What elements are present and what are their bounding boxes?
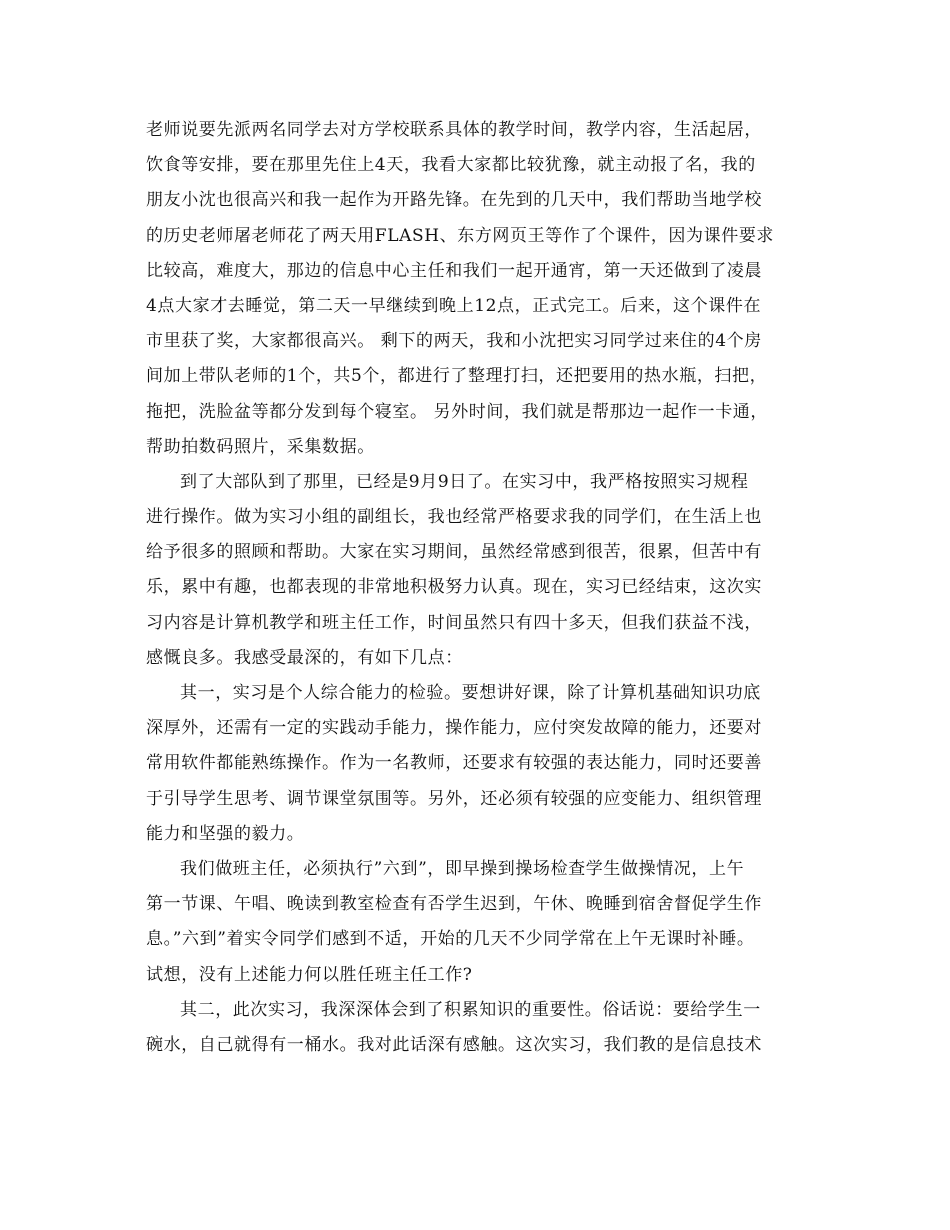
text-line: 试想，没有上述能力何以胜任班主任工作?	[146, 964, 473, 985]
text-line: 深厚外，还需有一定的实践动手能力，操作能力，应付突发故障的能力，还要对	[146, 718, 762, 739]
text-line: 比较高，难度大，那边的信息中心主任和我们一起开通宵，第一天还做到了凌晨	[146, 260, 762, 281]
text-line: 其二，此次实习，我深深体会到了积累知识的重要性。俗话说：要给学生一	[180, 999, 761, 1020]
text-line: 能力和坚强的毅力。	[146, 823, 305, 844]
text-line: 拖把，洗脸盆等都分发到每个寝室。 另外时间，我们就是帮那边一起作一卡通，	[146, 401, 769, 422]
text-line: 市里获了奖，大家都很高兴。 剩下的两天，我和小沈把实习同学过来住的4个房	[146, 331, 762, 352]
document-body	[146, 113, 806, 1063]
text-line: 朋友小沈也很高兴和我一起作为开路先锋。在先到的几天中，我们帮助当地学校	[146, 190, 762, 211]
text-line: 进行操作。做为实习小组的副组长，我也经常严格要求我的同学们，在生活上也	[146, 507, 762, 528]
text-line: 到了大部队到了那里，已经是9月9日了。在实习中，我严格按照实习规程	[180, 471, 749, 492]
text-line: 乐，累中有趣，也都表现的非常地积极努力认真。现在，实习已经结束，这次实	[146, 577, 762, 598]
text-line: 其一，实习是个人综合能力的检验。要想讲好课，除了计算机基础知识功底	[180, 683, 761, 703]
text-line: 习内容是计算机教学和班主任工作，时间虽然只有四十多天，但我们获益不浅，	[146, 612, 762, 633]
text-line: 给予很多的照顾和帮助。大家在实习期间，虽然经常感到很苦，很累，但苦中有	[146, 542, 762, 563]
text-line: 间加上带队老师的1个，共5个，都进行了整理打扫，还把要用的热水瓶，扫把，	[146, 366, 768, 387]
text-line: 息。”六到”着实令同学们感到不适，开始的几天不少同学常在上午无课时补睡。	[146, 929, 755, 950]
text-line: 碗水，自己就得有一桶水。我对此话深有感触。这次实习，我们教的是信息技术	[146, 1034, 762, 1055]
text-line: 于引导学生思考、调节课堂氛围等。另外，还必须有较强的应变能力、组织管理	[146, 788, 762, 809]
text-line: 帮助拍数码照片，采集数据。	[146, 436, 375, 457]
text-line: 感慨良多。我感受最深的，有如下几点：	[146, 647, 463, 668]
text-line: 老师说要先派两名同学去对方学校联系具体的教学时间，教学内容，生活起居，	[146, 120, 762, 140]
text-line: 常用软件都能熟练操作。作为一名教师，还要求有较强的表达能力，同时还要善	[146, 753, 762, 774]
text-line: 4点大家才去睡觉，第二天一早继续到晚上12点，正式完工。后来，这个课件在	[146, 295, 762, 316]
text-line: 我们做班主任，必须执行”六到”，即早操到操场检查学生做操情况，上午	[180, 858, 745, 879]
text-line: 的历史老师屠老师花了两天用FLASH、东方网页王等作了个课件，因为课件要求	[146, 225, 775, 246]
text-line: 第一节课、午唱、晚读到教室检查有否学生迟到，午休、晚睡到宿舍督促学生作	[146, 894, 762, 915]
text-line: 饮食等安排，要在那里先住上4天，我看大家都比较犹豫，就主动报了名，我的	[146, 155, 756, 176]
